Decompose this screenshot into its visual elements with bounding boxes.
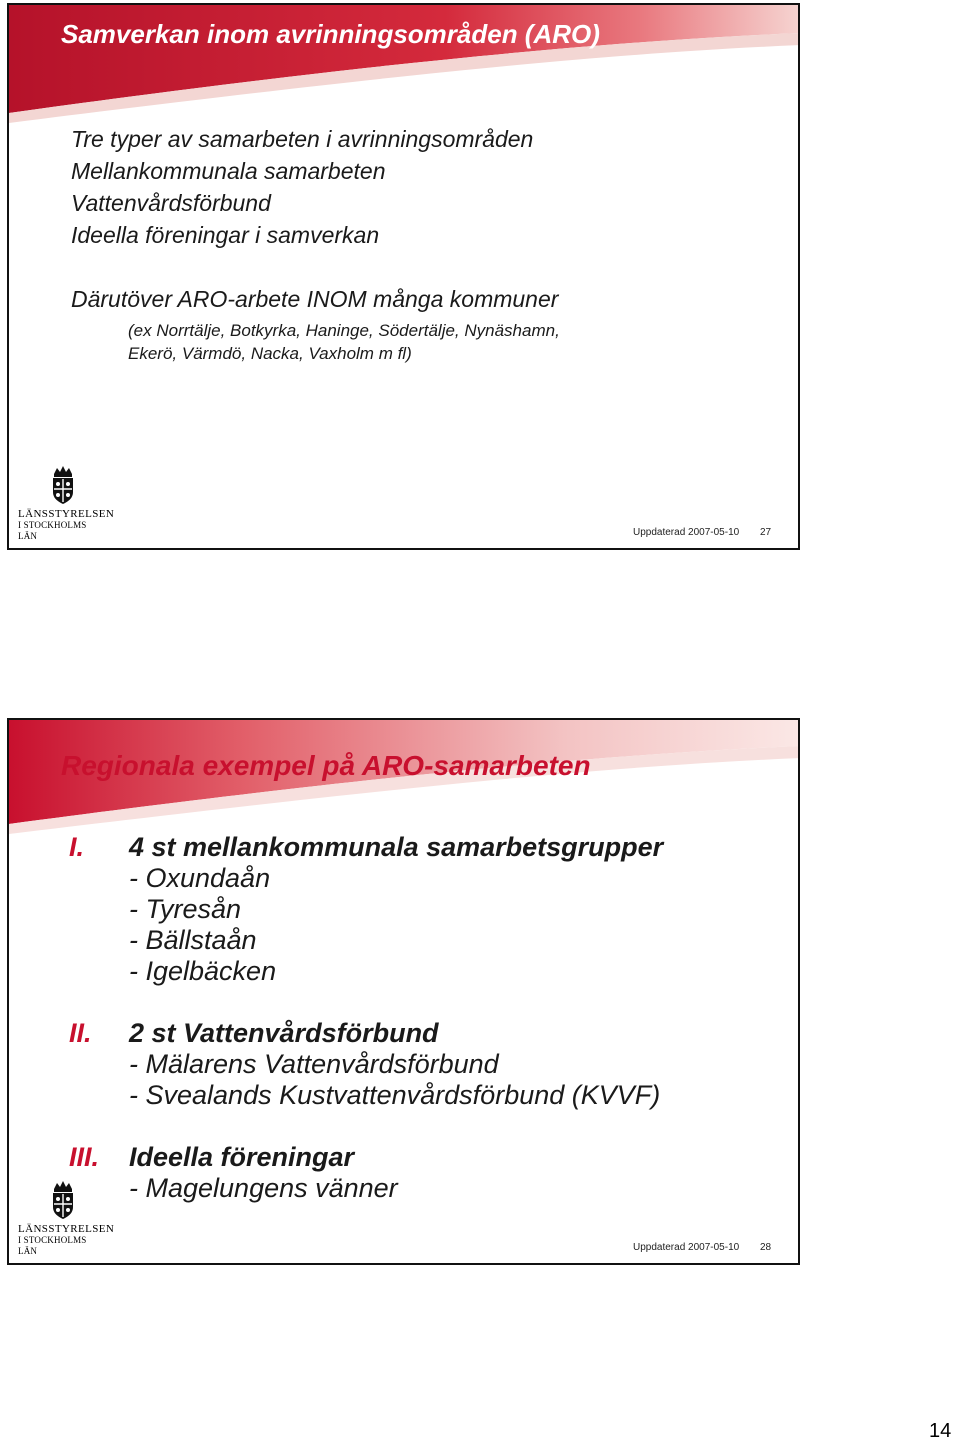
item-subline: - Oxundaån — [129, 863, 271, 893]
item-subline: - Mälarens Vattenvårdsförbund — [129, 1049, 499, 1079]
slide-28 — [7, 718, 800, 1265]
crown-crest-icon — [50, 1180, 76, 1220]
crown-crest-icon — [50, 465, 76, 505]
org-logo — [18, 465, 115, 542]
slide-title: Samverkan inom avrinningsområden (ARO) — [61, 19, 600, 49]
spacer — [71, 251, 560, 283]
item-title: Ideella föreningar — [129, 1142, 355, 1172]
updated-date: Uppdaterad 2007-05-10 — [633, 527, 740, 538]
list-item — [69, 1018, 663, 1111]
slide-body — [71, 123, 560, 365]
item-numeral: II. — [69, 1018, 92, 1048]
slide-number: 27 — [760, 527, 772, 538]
page-number: 14 — [929, 1420, 952, 1442]
body-line: Därutöver ARO-arbete INOM många kommuner — [71, 286, 559, 312]
org-name: LÄNSSTYRELSEN — [18, 508, 115, 520]
org-name: LÄNSSTYRELSEN — [18, 1223, 115, 1235]
item-subline: - Svealands Kustvattenvårdsförbund (KVVF) — [129, 1080, 661, 1110]
list-item — [69, 832, 663, 987]
body-line: Vattenvårdsförbund — [71, 190, 271, 216]
item-numeral: III. — [69, 1142, 100, 1172]
item-title: 4 st mellankommunala samarbetsgrupper — [129, 832, 664, 862]
updated-date: Uppdaterad 2007-05-10 — [633, 1242, 740, 1253]
org-logo — [18, 1180, 115, 1257]
org-region: I STOCKHOLMS LÄN — [18, 520, 87, 541]
slide-number: 28 — [760, 1242, 772, 1253]
item-subline: - Igelbäcken — [129, 956, 277, 986]
list-item — [69, 1142, 663, 1204]
item-subline: - Bällstaån — [129, 925, 257, 955]
body-subline: Ekerö, Värmdö, Nacka, Vaxholm m fl) — [128, 344, 412, 363]
body-line: Ideella föreningar i samverkan — [71, 222, 380, 248]
item-subline: - Magelungens vänner — [129, 1173, 398, 1203]
org-region: I STOCKHOLMS LÄN — [18, 1235, 87, 1256]
body-line: Mellankommunala samarbeten — [71, 158, 386, 184]
example-list — [69, 832, 663, 1204]
slide-27 — [7, 3, 800, 550]
body-line: Tre typer av samarbeten i avrinningsområden — [71, 126, 534, 152]
item-subline: - Tyresån — [129, 894, 242, 924]
item-title: 2 st Vattenvårdsförbund — [129, 1018, 439, 1048]
item-numeral: I. — [69, 832, 85, 862]
body-subline: (ex Norrtälje, Botkyrka, Haninge, Södertälje, Nynäshamn, — [128, 321, 560, 340]
slide-title: Regionala exempel på ARO-samarbeten — [61, 750, 591, 781]
